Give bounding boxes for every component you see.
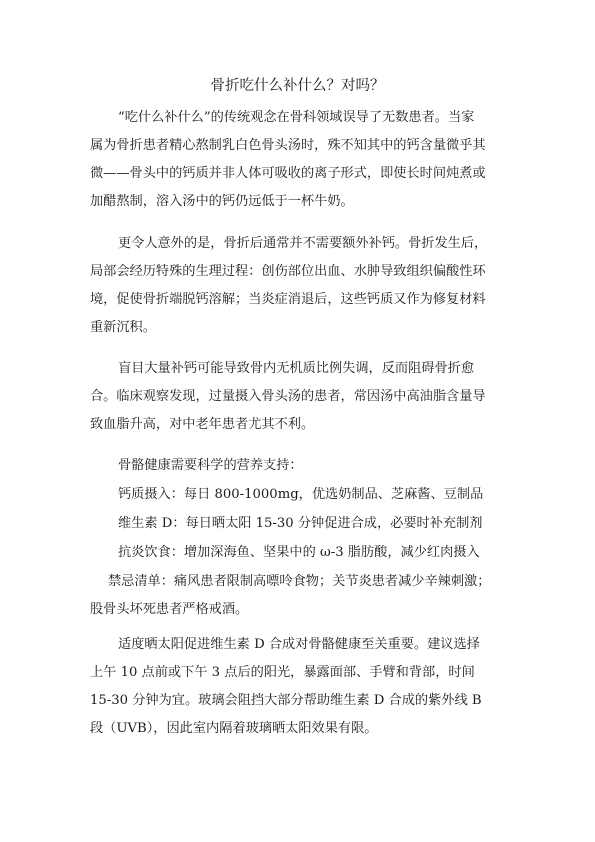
nutrition-item-calcium: 钙质摄入：每日 800-1000mg，优选奶制品、芝麻酱、豆制品 <box>118 487 484 502</box>
taboo-line: 股骨头坏死患者严格戒酒。 <box>90 602 249 617</box>
nutrition-intro: 骨骼健康需要科学的营养支持： <box>118 458 303 473</box>
taboo-line: 禁忌清单：痛风患者限制高嘌呤食物；关节炎患者减少辛辣刺激； <box>108 574 491 589</box>
paragraph-line: 局部会经历特殊的生理过程：创伤部位出血、水肿导致组织偏酸性环 <box>90 264 486 279</box>
paragraph-line: 合。临床观察发现，过量摄入骨头汤的患者，常因汤中高油脂含量导 <box>90 389 486 404</box>
nutrition-item-vitamin-d: 维生素 D：每日晒太阳 15-30 分钟促进合成，必要时补充制剂 <box>118 516 483 531</box>
document-title: 骨折吃什么补什么？对吗？ <box>210 78 385 94</box>
paragraph-line: 微——骨头中的钙质并非人体可吸收的离子形式，即使长时间炖煮或 <box>90 166 486 181</box>
paragraph-no-extra-calcium <box>90 230 510 342</box>
paragraph-line: 段（UVB），因此室内隔着玻璃晒太阳效果有限。 <box>90 721 378 736</box>
nutrition-item-anti-inflammatory: 抗炎饮食：增加深海鱼、坚果中的 ω-3 脂肪酸，减少红肉摄入 <box>118 545 480 560</box>
paragraph-line: 属为骨折患者精心熬制乳白色骨头汤时，殊不知其中的钙含量微乎其 <box>90 138 486 153</box>
paragraph-bone-soup-myth <box>90 104 510 216</box>
paragraph-line: 适度晒太阳促进维生素 D 合成对骨骼健康至关重要。建议选择 <box>118 637 480 652</box>
paragraph-line: 境，促使骨折端脱钙溶解；当炎症消退后，这些钙质又作为修复材料 <box>90 292 486 307</box>
taboo-list <box>90 568 510 624</box>
paragraph-line: 15-30 分钟为宜。玻璃会阻挡大部分帮助维生素 D 合成的紫外线 B <box>90 693 482 708</box>
paragraph-overdose-risk <box>90 355 510 439</box>
paragraph-line: 盲目大量补钙可能导致骨内无机质比例失调，反而阻碍骨折愈 <box>118 361 475 376</box>
paragraph-sunlight <box>90 631 510 743</box>
paragraph-line: 更令人意外的是，骨折后通常并不需要额外补钙。骨折发生后， <box>118 236 488 251</box>
paragraph-line: 加醋熬制，溶入汤中的钙仍远低于一杯牛奶。 <box>90 194 354 209</box>
paragraph-line: 致血脂升高，对中老年患者尤其不利。 <box>90 417 315 432</box>
paragraph-line: “吃什么补什么”的传统观念在骨科领域误导了无数患者。当家 <box>118 110 475 125</box>
paragraph-line: 重新沉积。 <box>90 320 156 335</box>
paragraph-line: 上午 10 点前或下午 3 点后的阳光，暴露面部、手臂和背部，时间 <box>90 665 475 680</box>
